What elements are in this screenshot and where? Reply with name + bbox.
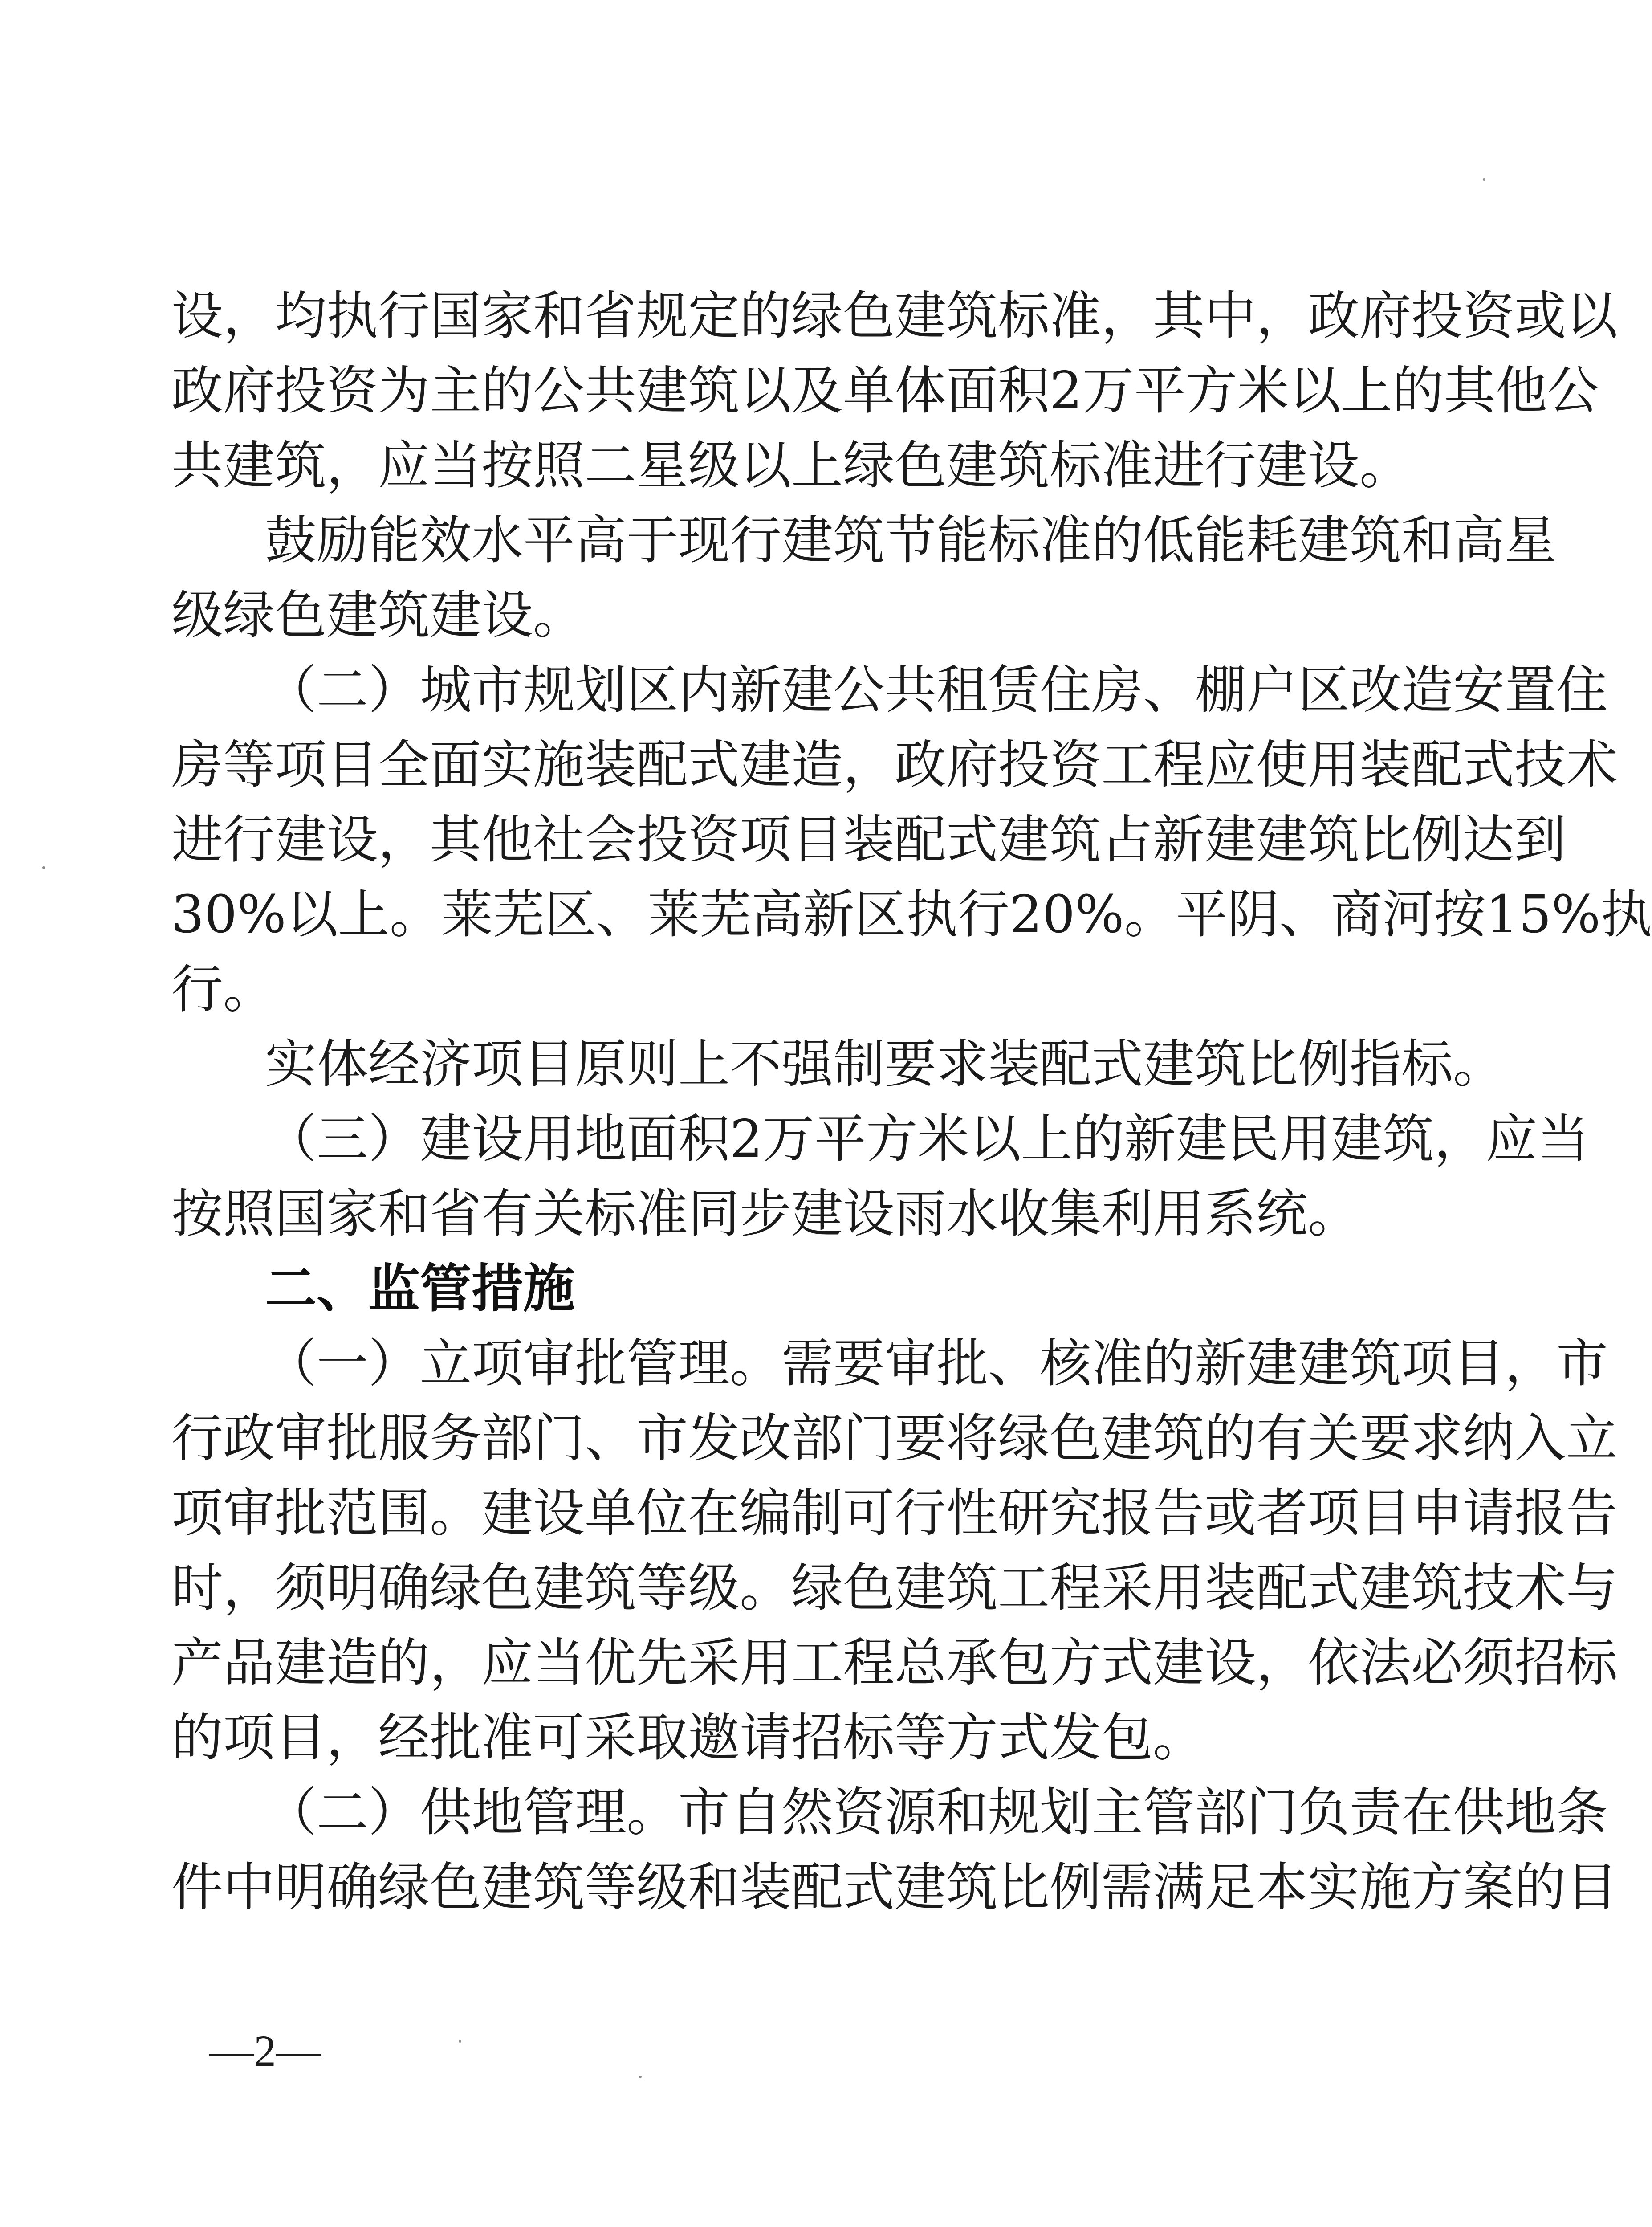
- body-text-line: 设，均执行国家和省规定的绿色建筑标准，其中，政府投资或以: [171, 286, 1618, 346]
- section-heading: 二、监管措施: [265, 1259, 575, 1319]
- body-text-line: 级绿色建筑建设。: [171, 585, 585, 645]
- body-text-line: 件中明确绿色建筑等级和装配式建筑比例需满足本实施方案的目: [171, 1857, 1618, 1917]
- body-text-line: 30%以上。莱芜区、莱芜高新区执行20%。平阴、商河按15%执: [171, 885, 1652, 945]
- scan-speck: [1483, 178, 1485, 181]
- scan-speck: [459, 2040, 461, 2043]
- body-text-line: 按照国家和省有关标准同步建设雨水收集利用系统。: [171, 1184, 1359, 1244]
- page-number: —2—: [209, 2026, 321, 2076]
- body-text-line: 行。: [171, 959, 275, 1020]
- body-text-line: 时，须明确绿色建筑等级。绿色建筑工程采用装配式建筑技术与: [171, 1558, 1618, 1618]
- body-text-line: 产品建造的，应当优先采用工程总承包方式建设，依法必须招标: [171, 1633, 1618, 1693]
- body-text-line: （二）供地管理。市自然资源和规划主管部门负责在供地条: [265, 1782, 1608, 1843]
- scan-speck: [42, 866, 45, 869]
- body-text-line: （三）建设用地面积2万平方米以上的新建民用建筑，应当: [265, 1109, 1589, 1169]
- body-text-line: 共建筑，应当按照二星级以上绿色建筑标准进行建设。: [171, 436, 1411, 496]
- body-text-line: 房等项目全面实施装配式建造，政府投资工程应使用装配式技术: [171, 735, 1618, 795]
- body-text-line: 实体经济项目原则上不强制要求装配式建筑比例指标。: [265, 1034, 1505, 1094]
- scan-speck: [639, 2076, 642, 2078]
- body-text-line: 进行建设，其他社会投资项目装配式建筑占新建建筑比例达到: [171, 810, 1566, 870]
- body-text-line: 项审批范围。建设单位在编制可行性研究报告或者项目申请报告: [171, 1483, 1618, 1543]
- body-text-line: （一）立项审批管理。需要审批、核准的新建建筑项目，市: [265, 1334, 1608, 1394]
- body-text-line: 政府投资为主的公共建筑以及单体面积2万平方米以上的其他公: [171, 361, 1599, 421]
- body-text-line: 鼓励能效水平高于现行建筑节能标准的低能耗建筑和高星: [265, 510, 1556, 571]
- body-text-line: （二）城市规划区内新建公共租赁住房、棚户区改造安置住: [265, 660, 1608, 720]
- body-text-line: 的项目，经批准可采取邀请招标等方式发包。: [171, 1708, 1204, 1768]
- body-text-line: 行政审批服务部门、市发改部门要将绿色建筑的有关要求纳入立: [171, 1408, 1618, 1468]
